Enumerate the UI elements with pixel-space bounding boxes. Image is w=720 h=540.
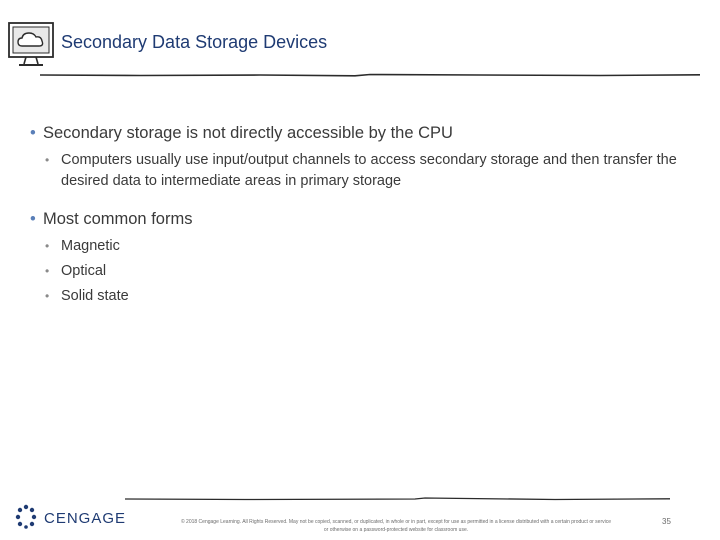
bullet-level2 bbox=[30, 236, 700, 257]
bullet-marker: • bbox=[30, 210, 36, 228]
copyright-line: © 2018 Cengage Learning. All Rights Reserved. May not be copied, scanned, or duplicated, in whole or in part, except for use as permitted in a license distributed with a certain product or service bbox=[180, 519, 612, 525]
bullet-marker: • bbox=[45, 153, 50, 167]
bullet-text: Solid state bbox=[61, 288, 129, 304]
bullet-level2 bbox=[30, 261, 700, 282]
bullet-text: Computers usually use input/output channels to access secondary storage and then transfer the desired data to intermediate areas in primary storage bbox=[61, 152, 677, 189]
copyright-line: or otherwise on a password-protected website for classroom use. bbox=[323, 527, 469, 533]
bullet-text: Optical bbox=[61, 263, 107, 279]
bullet-level1 bbox=[30, 122, 700, 144]
bullet-level1 bbox=[30, 208, 700, 230]
page-title: Secondary Data Storage Devices bbox=[61, 32, 328, 52]
bullet-marker: • bbox=[45, 264, 50, 278]
logo-text: CENGAGE bbox=[44, 510, 127, 527]
monitor-cloud-icon bbox=[6, 20, 58, 70]
bullet-marker: • bbox=[30, 124, 36, 142]
bullet-level2 bbox=[30, 150, 700, 192]
bullet-text: Secondary storage is not directly accessible by the CPU bbox=[43, 124, 453, 142]
bullet-text: Magnetic bbox=[61, 238, 120, 254]
bullet-marker: • bbox=[45, 239, 50, 253]
copyright-notice bbox=[126, 518, 666, 534]
footer-divider bbox=[125, 494, 670, 504]
bullet-content bbox=[30, 122, 700, 311]
page-number: 35 bbox=[662, 517, 671, 526]
bullet-text: Most common forms bbox=[43, 210, 193, 228]
title-divider bbox=[40, 70, 700, 80]
bullet-marker: • bbox=[45, 289, 50, 303]
bullet-level2 bbox=[30, 286, 700, 307]
